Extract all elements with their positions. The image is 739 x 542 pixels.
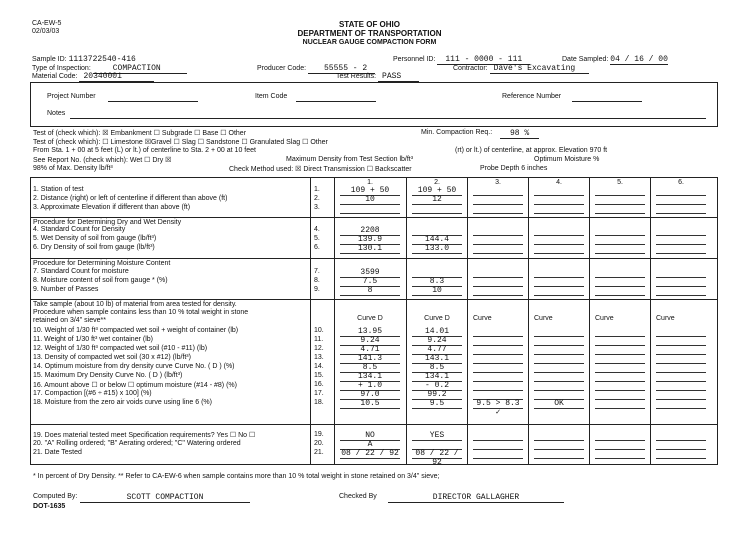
notes-label: Notes <box>47 110 66 117</box>
value-cell: 9.24 <box>340 336 400 346</box>
value-cell <box>595 204 645 214</box>
section-separator <box>30 217 717 218</box>
row-label: 5. Wet Density of soil from gauge (lb/ft³) <box>33 235 157 242</box>
check-method-line: Check Method used: ☒ Direct Transmission ☐ Backscatter <box>229 166 412 173</box>
computed-by-label: Computed By: <box>33 493 78 500</box>
value-cell <box>412 204 462 214</box>
row-label: 19. Does material tested meet Specification requirements? Yes ☐ No ☐ <box>33 432 256 439</box>
row-number: 18. <box>314 399 324 406</box>
inspection-label: Type of Inspection: <box>32 65 91 72</box>
row-number: 5. <box>314 235 320 242</box>
value-cell: 10 <box>340 195 400 205</box>
value-cell: 4.71 <box>340 345 400 355</box>
value-cell: 4.77 <box>412 345 462 355</box>
table-divider <box>589 177 590 464</box>
value-cell <box>534 244 584 254</box>
probe-depth-line: Probe Depth 6 inches <box>480 165 548 172</box>
value-cell <box>473 449 523 459</box>
form-date: 02/03/03 <box>32 28 60 35</box>
value-cell: 10 <box>412 286 462 296</box>
row-label: 11. Weight of 1/30 ft³ wet container (lb) <box>33 336 153 343</box>
value-cell <box>595 244 645 254</box>
value-cell: 134.1 <box>340 372 400 382</box>
value-cell: 08 / 22 / 92 <box>412 449 462 459</box>
computed-by-value: SCOTT COMPACTION <box>80 493 250 503</box>
value-cell <box>340 204 400 214</box>
row-number: 11. <box>314 336 324 343</box>
section-separator <box>30 424 717 425</box>
project-number-label: Project Number <box>47 93 96 100</box>
value-cell: + 1.0 <box>340 381 400 391</box>
report-line: See Report No. (check which): Wet ☐ Dry ☒ <box>33 157 172 164</box>
column-header: 6. <box>678 179 684 186</box>
row-number: 9. <box>314 286 320 293</box>
curve-header: Curve <box>534 315 553 322</box>
row-label: 1. Station of test <box>33 186 84 193</box>
value-cell: 139.9 <box>340 235 400 245</box>
value-cell: 12 <box>412 195 462 205</box>
contractor-value: Dave's Excavating <box>490 64 590 74</box>
inspection-value: COMPACTION <box>93 64 187 74</box>
value-cell: 08 / 22 / 92 <box>341 449 399 458</box>
value-cell: 2208 <box>340 226 400 236</box>
value-cell <box>595 399 645 409</box>
value-cell <box>656 399 706 409</box>
value-cell: 97.0 <box>340 390 400 400</box>
value-cell: 8.3 <box>412 277 462 287</box>
value-cell: 9.5 > 8.3 ✓ <box>473 399 523 409</box>
section-title-moisture: Procedure for Determining Moisture Content <box>33 260 171 267</box>
row-label: 9. Number of Passes <box>33 286 99 293</box>
column-header: 4. <box>556 179 562 186</box>
value-cell <box>595 286 645 296</box>
value-cell: 8 <box>340 286 400 296</box>
row-number: 3. <box>314 204 320 211</box>
section-separator <box>30 299 717 300</box>
material-type-line: Test of (check which): ☐ Limestone ☒Gravel ☐ Slag ☐ Sandstone ☐ Granulated Slag ☐ Other <box>33 139 328 146</box>
row-number: 19. <box>314 431 324 438</box>
date-sampled-value: 04 / 16 / 00 <box>610 55 668 64</box>
value-cell: 13.95 <box>340 327 400 337</box>
notes-line <box>70 118 706 119</box>
row-label: 15. Maximum Dry Density Curve No. ( D ) (lb/ft³) <box>33 372 183 379</box>
max-density-line: Maximum Density from Test Section lb/ft³ <box>286 156 414 163</box>
sample-id-label: Sample ID: <box>32 56 67 63</box>
row-label: 4. Standard Count for Density <box>33 226 126 233</box>
table-divider <box>334 177 335 464</box>
value-cell <box>656 286 706 296</box>
department-title: DEPARTMENT OF TRANSPORTATION <box>297 29 442 38</box>
row-number: 7. <box>314 268 320 275</box>
date-sampled-label: Date Sampled: <box>562 56 609 63</box>
value-cell: 3599 <box>340 268 400 278</box>
column-header: 3. <box>495 179 501 186</box>
row-label: 16. Amount above ☐ or below ☐ optimum moisture (#14 - #8) (%) <box>33 382 237 389</box>
item-code-line <box>296 101 376 102</box>
material-label: Material Code: <box>32 73 78 80</box>
row-number: 14. <box>314 363 324 370</box>
section-title-sample-c: retained on 3/4" sieve** <box>33 317 106 324</box>
curve-header: Curve <box>656 315 675 322</box>
elevation-line: (rt) or lt.) of centerline, at approx. Elevation 970 ft <box>455 147 608 154</box>
value-cell <box>473 204 523 214</box>
test-type-line: Test of (check which): ☒ Embankment ☐ Subgrade ☐ Base ☐ Other <box>33 130 247 137</box>
row-label: 2. Distance (right) or left of centerline if different than above (ft) <box>33 195 228 202</box>
curve-header: Curve <box>473 315 492 322</box>
reference-number-line <box>572 101 642 102</box>
document-code: DOT-1635 <box>33 503 66 510</box>
row-label: 12. Weight of 1/30 ft³ compacted wet soil (#10 - #11) (lb) <box>33 345 208 352</box>
value-cell: NO <box>340 431 400 441</box>
section-separator <box>30 258 717 259</box>
row-label: 7. Standard Count for moisture <box>33 268 129 275</box>
results-value: PASS <box>378 72 419 82</box>
row-number: 17. <box>314 390 324 397</box>
station-range-line: From Sta. 1 + 00 at 5 feet (L) or lt.) of centerline to Sta. 2 + 00 at 10 feet <box>33 147 256 154</box>
material-value: 20340001 <box>79 72 153 82</box>
value-cell: 7.5 <box>340 277 400 287</box>
value-cell <box>656 244 706 254</box>
value-cell: 9.5 <box>412 399 462 409</box>
value-cell: 141.3 <box>340 354 400 364</box>
section-title-density: Procedure for Determining Dry and Wet Density <box>33 219 182 226</box>
checked-by-value: DIRECTOR GALLAGHER <box>388 493 564 503</box>
row-number: 16. <box>314 381 324 388</box>
row-number: 13. <box>314 354 324 361</box>
value-cell: 99.2 <box>412 390 462 400</box>
table-divider <box>528 177 529 464</box>
column-header: 5. <box>617 179 623 186</box>
row-number: 2. <box>314 195 320 202</box>
table-divider <box>406 177 407 464</box>
row-label: 14. Optimum moisture from dry density curve Curve No. ( D ) (%) <box>33 363 235 370</box>
curve-header: Curve D <box>424 315 450 322</box>
value-cell: 8.5 <box>340 363 400 373</box>
row-label: 3. Approximate Elevation if different than above (ft) <box>33 204 191 211</box>
value-cell: 134.1 <box>412 372 462 382</box>
form-code: CA-EW-5 <box>32 20 62 27</box>
curve-header: Curve <box>595 315 614 322</box>
table-divider <box>310 177 311 464</box>
value-cell: OK <box>534 399 584 409</box>
row-number: 8. <box>314 277 320 284</box>
value-cell: 133.0 <box>412 244 462 254</box>
value-cell <box>534 204 584 214</box>
producer-value: 55555 - 2 <box>308 64 375 74</box>
value-cell: - 0.2 <box>412 381 462 391</box>
value-cell: 8.5 <box>412 363 462 373</box>
value-cell: 130.1 <box>340 244 400 254</box>
reference-number-label: Reference Number <box>502 93 562 100</box>
value-cell: A <box>340 440 400 450</box>
value-cell: 109 + 50 <box>340 186 400 196</box>
column-header: 1. <box>367 179 373 186</box>
row-label: 17. Compaction [(#6 ÷ #15) x 100] (%) <box>33 390 152 397</box>
table-divider <box>650 177 651 464</box>
value-cell: 14.01 <box>412 327 462 337</box>
form-title: NUCLEAR GAUGE COMPACTION FORM <box>302 39 437 46</box>
project-box <box>30 82 718 127</box>
value-cell: YES <box>412 431 462 441</box>
row-label: 10. Weight of 1/30 ft³ compacted wet soil + weight of container (lb) <box>33 327 239 334</box>
row-number: 12. <box>314 345 324 352</box>
row-number: 6. <box>314 244 320 251</box>
project-number-line <box>108 101 198 102</box>
value-cell <box>656 449 706 459</box>
row-label: 21. Date Tested <box>33 449 82 456</box>
percent-max-density-line: 98% of Max. Density lb/ft³ <box>33 165 113 172</box>
value-cell <box>473 286 523 296</box>
row-number: 20. <box>314 440 324 447</box>
state-title: STATE OF OHIO <box>338 20 401 29</box>
row-number: 1. <box>314 186 320 193</box>
footnote: * In percent of Dry Density. ** Refer to CA-EW-6 when sample contains more than 10 % total weight in stone retained on 3/4" sieve; <box>33 473 440 480</box>
checked-by-label: Checked By <box>339 493 377 500</box>
section-title-sample-b: Procedure when sample contains less than 10 % total weight in stone <box>33 309 249 316</box>
value-cell <box>473 244 523 254</box>
item-code-label: Item Code <box>255 93 288 100</box>
row-number: 21. <box>314 449 324 456</box>
row-number: 15. <box>314 372 324 379</box>
sample-id-value: 1113722540-416 <box>68 55 136 64</box>
producer-label: Producer Code: <box>257 65 307 72</box>
table-divider <box>467 177 468 464</box>
value-cell <box>534 449 584 459</box>
value-cell <box>656 204 706 214</box>
min-compaction-label: Min. Compaction Req.: <box>421 129 493 136</box>
results-label: Test Results: <box>336 73 377 80</box>
value-cell: 9.24 <box>412 336 462 346</box>
row-label: 6. Dry Density of soil from gauge (lb/ft³) <box>33 244 155 251</box>
value-cell <box>534 286 584 296</box>
row-label: 18. Moisture from the zero air voids curve using line 6 (%) <box>33 399 212 406</box>
section-title-sample-a: Take sample (about 10 lb) of material from area tested for density. <box>33 301 237 308</box>
min-compaction-value: 98 % <box>500 129 539 139</box>
row-number: 4. <box>314 226 320 233</box>
value-cell: 10.5 <box>340 399 400 409</box>
personnel-label: Personnel ID: <box>393 56 436 63</box>
curve-header: Curve D <box>357 315 383 322</box>
value-cell: 144.4 <box>412 235 462 245</box>
value-cell: 143.1 <box>412 354 462 364</box>
row-number: 10. <box>314 327 324 334</box>
personnel-value: 111 - 0000 - 111 <box>437 55 530 65</box>
row-label: 13. Density of compacted wet soil (30 x #12) (lb/ft³) <box>33 354 191 361</box>
row-label: 8. Moisture content of soil from gauge * (%) <box>33 277 168 284</box>
value-cell <box>595 449 645 459</box>
contractor-label: Contractor: <box>453 65 488 72</box>
row-label: 20. "A" Rolling ordered; "B" Aerating ordered; "C" Watering ordered <box>33 440 241 447</box>
column-header: 2. <box>434 179 440 186</box>
optimum-moisture-line: Optimum Moisture % <box>534 156 600 163</box>
value-cell: 109 + 50 <box>412 186 462 196</box>
